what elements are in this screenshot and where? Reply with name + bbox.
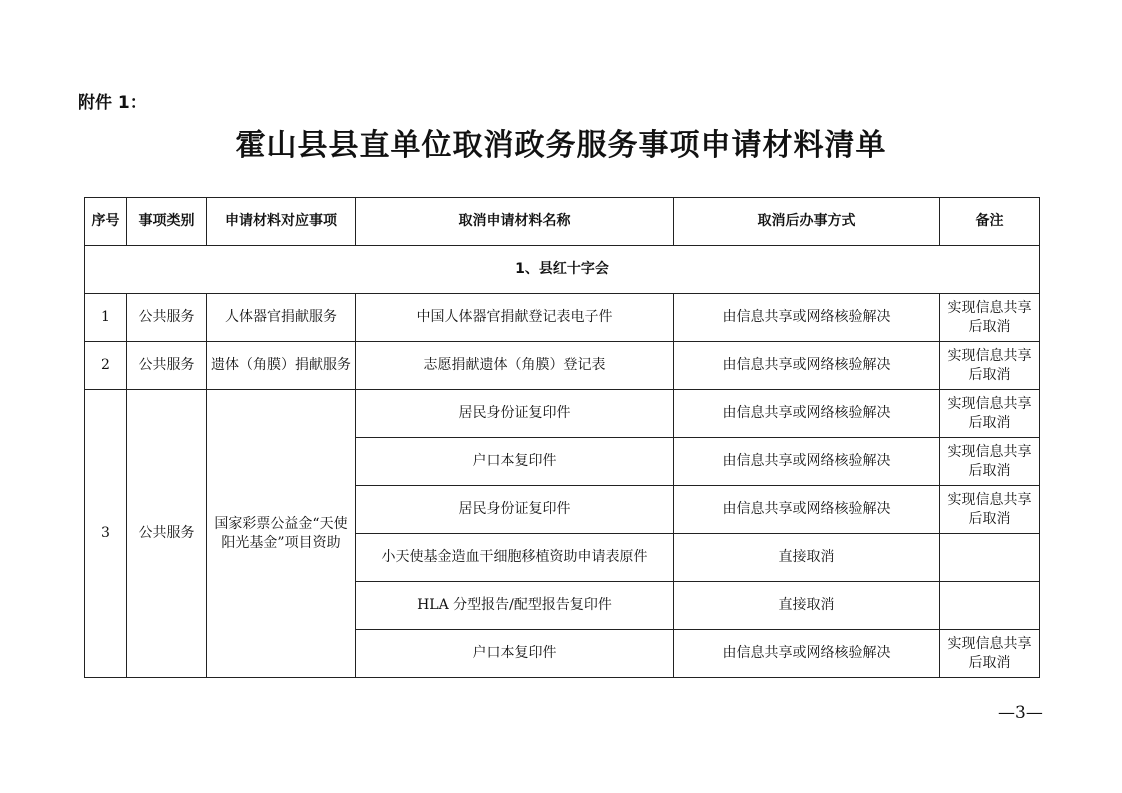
row-category: 公共服务	[127, 342, 207, 390]
row-material: 居民身份证复印件	[356, 390, 674, 438]
row-no: 3	[85, 390, 127, 678]
materials-table	[84, 197, 1040, 678]
row-material: 中国人体器官捐献登记表电子件	[356, 294, 674, 342]
row-method: 由信息共享或网络核验解决	[674, 438, 940, 486]
header-item: 申请材料对应事项	[207, 198, 356, 246]
row-note: 实现信息共享后取消	[940, 342, 1040, 390]
row-no: 1	[85, 294, 127, 342]
row-material: 户口本复印件	[356, 630, 674, 678]
header-category: 事项类别	[127, 198, 207, 246]
row-note	[940, 582, 1040, 630]
row-method: 由信息共享或网络核验解决	[674, 342, 940, 390]
row-material: 志愿捐献遗体（角膜）登记表	[356, 342, 674, 390]
row-method: 直接取消	[674, 534, 940, 582]
row-material: 户口本复印件	[356, 438, 674, 486]
table-header-row	[85, 198, 1040, 246]
table-row	[85, 342, 1040, 390]
row-method: 由信息共享或网络核验解决	[674, 294, 940, 342]
row-note: 实现信息共享后取消	[940, 486, 1040, 534]
section-title: 1、县红十字会	[85, 246, 1040, 294]
row-no: 2	[85, 342, 127, 390]
attachment-label: 附件 1：	[78, 93, 147, 113]
header-no: 序号	[85, 198, 127, 246]
header-method: 取消后办事方式	[674, 198, 940, 246]
row-note: 实现信息共享后取消	[940, 294, 1040, 342]
row-material: 小天使基金造血干细胞移植资助申请表原件	[356, 534, 674, 582]
page-number: —3—	[998, 703, 1043, 723]
row-method: 由信息共享或网络核验解决	[674, 486, 940, 534]
row-material: 居民身份证复印件	[356, 486, 674, 534]
row-note: 实现信息共享后取消	[940, 390, 1040, 438]
row-category: 公共服务	[127, 294, 207, 342]
table-row	[85, 294, 1040, 342]
header-note: 备注	[940, 198, 1040, 246]
row-method: 由信息共享或网络核验解决	[674, 390, 940, 438]
row-method: 直接取消	[674, 582, 940, 630]
header-material: 取消申请材料名称	[356, 198, 674, 246]
row-method: 由信息共享或网络核验解决	[674, 630, 940, 678]
table-row	[85, 390, 1040, 438]
row-material: HLA 分型报告/配型报告复印件	[356, 582, 674, 630]
row-item: 遗体（角膜）捐献服务	[207, 342, 356, 390]
section-row	[85, 246, 1040, 294]
row-item: 人体器官捐献服务	[207, 294, 356, 342]
row-note: 实现信息共享后取消	[940, 630, 1040, 678]
row-note	[940, 534, 1040, 582]
row-note: 实现信息共享后取消	[940, 438, 1040, 486]
row-item: 国家彩票公益金“天使阳光基金”项目资助	[207, 390, 356, 678]
row-category: 公共服务	[127, 390, 207, 678]
document-title: 霍山县县直单位取消政务服务事项申请材料清单	[235, 128, 887, 163]
